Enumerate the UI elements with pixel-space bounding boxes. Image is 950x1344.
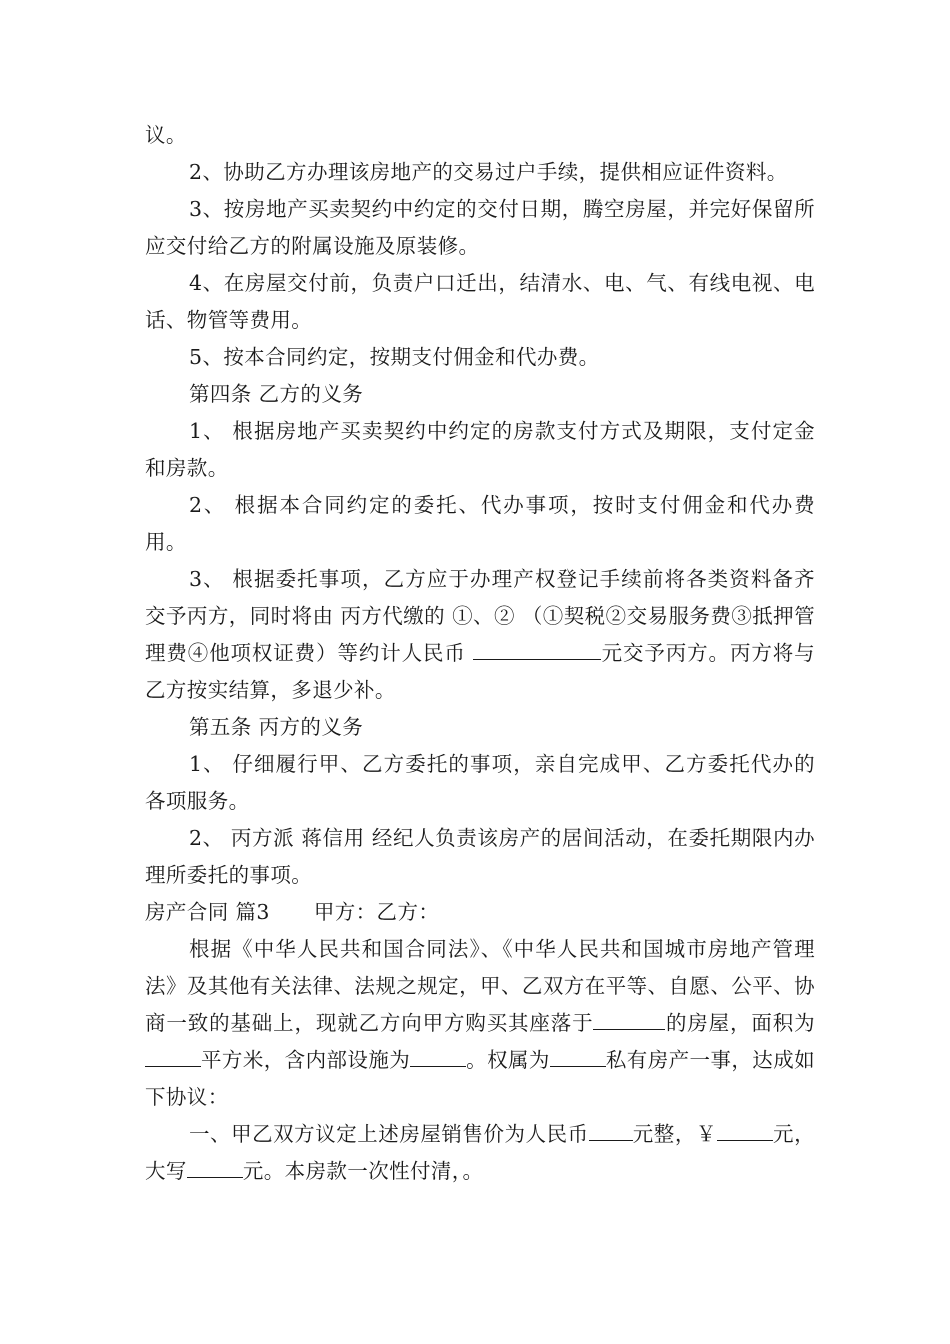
section-heading-text: 第四条 乙方的义务 xyxy=(189,382,364,406)
paragraph-text: 元交予丙方。丙方将与乙方按实结算，多退少补。 xyxy=(145,641,815,702)
paragraph xyxy=(145,931,815,1116)
paragraph-text: 议。 xyxy=(145,123,187,147)
blank-location-field[interactable] xyxy=(593,1005,653,1030)
parties-label: 甲方：乙方： xyxy=(313,900,440,924)
paragraph-text: 平方米，含内部设施为 xyxy=(201,1048,411,1072)
paragraph xyxy=(145,820,815,894)
paragraph xyxy=(145,117,815,154)
paragraph-text: 根据《中华人民共和国合同法》、《中华人民共和国城市房地产管理法》及其他有关法律、法规之规定，甲、乙双方在平等、自愿、公平、协商一致的基础上，现就乙方向甲方购买其座落于 xyxy=(145,937,815,1035)
paragraph-text: 5、按本合同约定，按期支付佣金和代办费。 xyxy=(189,345,600,369)
paragraph-text: 私有房产一事，达成如下协议： xyxy=(145,1048,816,1109)
blank-yuan-field[interactable] xyxy=(717,1116,773,1141)
paragraph xyxy=(145,191,815,265)
blank-capital-amount-field[interactable] xyxy=(187,1153,243,1178)
paragraph-text: 4、在房屋交付前，负责户口迁出，结清水、电、气、有线电视、电话、物管等费用。 xyxy=(145,271,815,332)
paragraph-text: 元。本房款一次性付清，。 xyxy=(242,1159,484,1183)
blank-ownership-field[interactable] xyxy=(550,1042,606,1067)
paragraph-text: 元整，￥ xyxy=(632,1122,717,1146)
paragraph-text: 2、 根据本合同约定的委托、代办事项，按时支付佣金和代办费用。 xyxy=(145,493,815,554)
paragraph-text: 2、 丙方派 蒋信用 经纪人负责该房产的居间活动，在委托期限内办理所委托的事项。 xyxy=(145,826,815,887)
contract-title: 房产合同 篇3 xyxy=(145,900,270,924)
paragraph-text: 2、协助乙方办理该房地产的交易过户手续，提供相应证件资料。 xyxy=(189,160,788,184)
blank-amount-field[interactable] xyxy=(473,635,601,660)
blank-facilities-field[interactable] xyxy=(410,1042,466,1067)
paragraph-text: 3、 根据委托事项，乙方应于办理产权登记手续前将各类资料备齐交予丙方，同时将由 丙方代缴的 ①、② （①契税②交易服务费③抵押管理费④他项权证费）等约计人民币 xyxy=(145,567,815,665)
paragraph-text: 元，大写 xyxy=(145,1122,815,1183)
paragraph xyxy=(145,746,815,820)
blank-location-field-cont[interactable] xyxy=(653,1005,665,1030)
paragraph xyxy=(145,487,815,561)
paragraph xyxy=(145,1116,815,1190)
paragraph-text: 1、 根据房地产买卖契约中约定的房款支付方式及期限，支付定金和房款。 xyxy=(145,419,815,480)
paragraph xyxy=(145,339,815,376)
section-heading-text: 第五条 丙方的义务 xyxy=(189,715,364,739)
blank-area-field[interactable] xyxy=(145,1042,201,1067)
section-heading xyxy=(145,376,815,413)
document-body xyxy=(145,117,815,1190)
paragraph xyxy=(145,154,815,191)
paragraph-text: 。权属为 xyxy=(466,1048,550,1072)
contract-title-line xyxy=(145,894,815,931)
paragraph-text: 一、甲乙双方议定上述房屋销售价为人民币 xyxy=(189,1122,589,1146)
paragraph xyxy=(145,561,815,709)
blank-price-field[interactable] xyxy=(589,1116,633,1141)
paragraph-text: 1、 仔细履行甲、乙方委托的事项，亲自完成甲、乙方委托代办的各项服务。 xyxy=(145,752,815,813)
paragraph-text: 的房屋，面积为 xyxy=(665,1011,815,1035)
paragraph xyxy=(145,413,815,487)
section-heading xyxy=(145,709,815,746)
paragraph xyxy=(145,265,815,339)
paragraph-text: 3、按房地产买卖契约中约定的交付日期，腾空房屋，并完好保留所应交付给乙方的附属设施及原装修。 xyxy=(145,197,815,258)
